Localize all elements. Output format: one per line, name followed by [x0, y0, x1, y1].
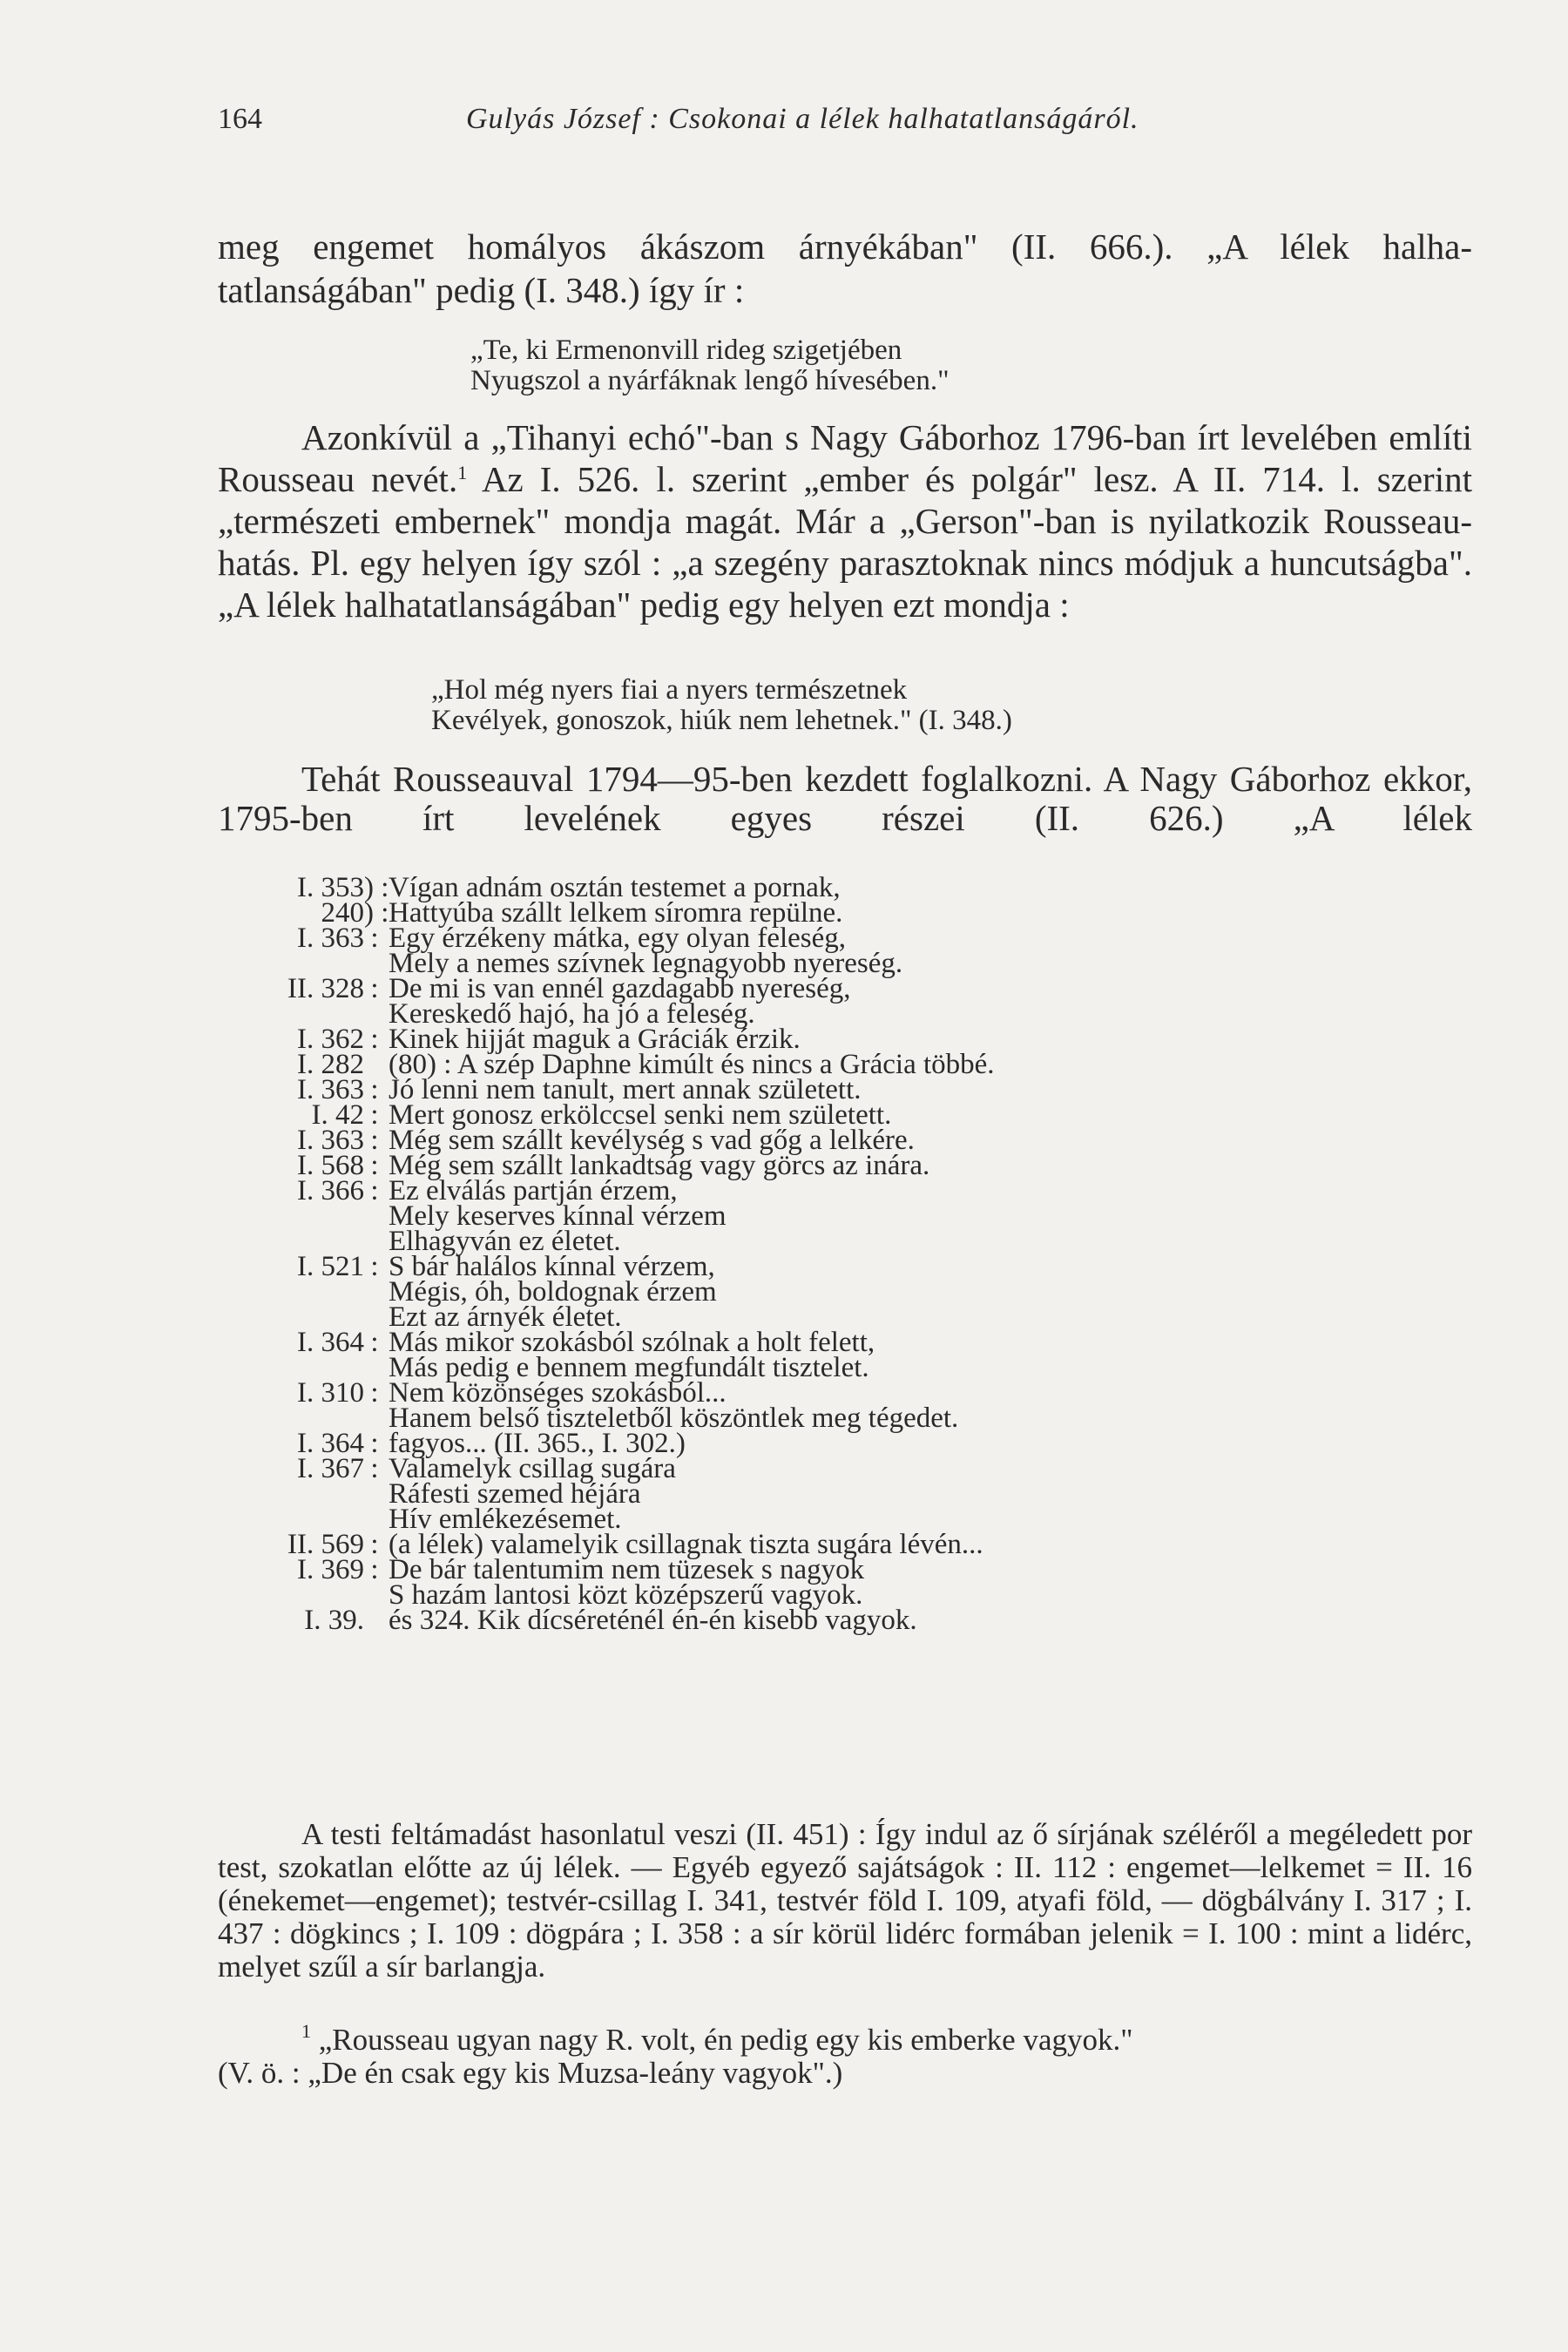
reference-separator — [364, 1280, 385, 1305]
reference-code: I. 568 — [297, 1150, 364, 1181]
reference-row — [226, 1251, 1272, 1282]
footnote-line-1-wrap — [218, 2020, 1472, 2057]
reference-row — [226, 1200, 1272, 1232]
reference-text: S bár halálos kínnal vérzem, — [389, 1251, 715, 1282]
reference-code — [226, 1482, 364, 1507]
rousseau-paragraph-text-1: Azonkívül a „Tihanyi echó"-ban s Nagy Gáborhoz 1796-ban írt levelében említi Rousseau nevét. — [218, 417, 1472, 499]
reference-text: Más mikor szokásból szólnak a holt felett, — [389, 1327, 875, 1358]
reference-text: Még sem szállt lankadtság vagy görcs az inára. — [389, 1150, 930, 1181]
reference-text: De bár talentumim nem tüzesek s nagyok — [389, 1554, 865, 1585]
reference-separator: : — [370, 1074, 379, 1105]
reference-code — [226, 1204, 364, 1229]
rousseau-paragraph — [218, 416, 1472, 625]
reference-row — [226, 1402, 1272, 1434]
reference-text: Kereskedő hajó, ha jó a feleség. — [389, 998, 755, 1030]
reference-text: Mert gonosz erkölccsel senki nem született. — [389, 1099, 892, 1131]
reference-text: De mi is van ennél gazdagabb nyereség, — [389, 973, 851, 1004]
reference-separator — [364, 1482, 385, 1507]
reference-row — [226, 1226, 1272, 1257]
reference-separator: : — [370, 1453, 379, 1484]
reference-text: Ez elválás partján érzem, — [389, 1175, 678, 1206]
reference-row — [226, 1605, 1272, 1636]
reference-row — [226, 1276, 1272, 1308]
reference-separator: : — [370, 1175, 379, 1206]
reference-text: Egy érzékeny mátka, egy olyan feleség, — [389, 923, 847, 954]
footnote-mark: 1 — [301, 2020, 311, 2042]
reference-row — [226, 1478, 1272, 1510]
reference-separator: : — [370, 923, 379, 954]
reference-separator: : — [370, 1099, 379, 1131]
reference-code: II. 328 — [287, 973, 364, 1004]
reference-text: Vígan adnám osztán testemet a pornak, — [389, 872, 841, 903]
reference-text: Más pedig e bennem megfundált tisztelet. — [389, 1352, 869, 1383]
reference-code: I. 39. — [304, 1605, 364, 1636]
reference-code: I. 521 — [297, 1251, 364, 1282]
reference-text: Ráfesti szemed héjára — [389, 1478, 641, 1510]
running-title: Gulyás József : Csokonai a lélek halhatatlanságáról. — [466, 103, 1139, 135]
rousseau-paragraph-text-2: Az I. 526. l. szerint „ember és polgár" lesz. A II. 714. l. szerint „természeti embernek" mondja magát. Már a „Gerson"-ban is nyilatkozik Rousseau-hatás. Pl. egy helyen így szól : „a szegény parasztoknak nincs módjuk a huncutságba". „A lélek halhatatlanságában" pedig egy helyen ezt mondja : — [218, 459, 1472, 625]
intro-line-2: tatlanságában" pedig (I. 348.) így ír : — [218, 270, 745, 310]
page-header — [218, 103, 1437, 146]
letter-paragraph-text: Tehát Rousseauval 1794—95-ben kezdett foglalkozni. A Nagy Gáborhoz ekkor, 1795-ben írt levelének egyes részei (II. 626.) „A lélek — [218, 759, 1472, 838]
footnote-line-2: (V. ö. : „De én csak egy kis Muzsa-leány vagyok".) — [218, 2056, 843, 2090]
reference-text: Hattyúba szállt lelkem síromra repülne. — [389, 897, 843, 929]
reference-code: I. 364 — [297, 1327, 364, 1358]
reference-text: Mely a nemes szívnek legnagyobb nyereség. — [389, 948, 903, 979]
reference-separator — [364, 1583, 385, 1608]
quote-nyers — [431, 675, 1346, 736]
reference-row — [226, 1453, 1272, 1484]
reference-text: (80) : A szép Daphne kimúlt és nincs a Grácia többé. — [389, 1049, 995, 1080]
reference-separator — [364, 1608, 385, 1633]
reference-text: Hanem belső tiszteletből köszöntlek meg tégedet. — [389, 1402, 959, 1434]
reference-code: I. 282 — [297, 1049, 364, 1080]
reference-text: és 324. Kik dícséreténél én-én kisebb vagyok. — [389, 1605, 917, 1636]
reference-separator: : — [370, 1327, 379, 1358]
reference-text: fagyos... (II. 365., I. 302.) — [389, 1428, 686, 1459]
reference-code: I. 310 — [297, 1377, 364, 1409]
reference-text: (a lélek) valamelyik csillagnak tiszta sugára lévén... — [389, 1529, 983, 1560]
reference-row — [226, 1428, 1272, 1459]
intro-paragraph — [218, 225, 1472, 312]
reference-separator: : — [370, 1529, 379, 1560]
letter-paragraph — [218, 760, 1472, 838]
quote-nyers-line-2: Kevélyek, gonoszok, hiúk nem lehetnek." (I. 348.) — [431, 705, 1012, 736]
reference-text: S hazám lantosi közt középszerű vagyok. — [389, 1579, 863, 1611]
reference-separator: : — [370, 1377, 379, 1409]
reference-separator: : — [370, 973, 379, 1004]
quote-ermenonvill-line-1: „Te, ki Ermenonvill rideg szigetjében — [470, 335, 902, 366]
intro-line-1: meg engemet homályos ákászom árnyékában" (II. 666.). „A lélek halha- — [218, 226, 1472, 267]
reference-code: I. 367 — [297, 1453, 364, 1484]
reference-code: 240 — [321, 897, 364, 929]
reference-text: Kinek hijját maguk a Gráciák érzik. — [389, 1024, 801, 1055]
resurrection-paragraph — [218, 1818, 1472, 1984]
page-number: 164 — [218, 103, 262, 135]
quote-ermenonvill — [470, 335, 1342, 396]
reference-separator: : — [370, 1554, 379, 1585]
reference-text: Valamelyk csillag sugára — [389, 1453, 676, 1484]
footnote-reference: 1 — [457, 462, 468, 483]
footnote — [218, 2020, 1472, 2090]
reference-text: Elhagyván ez életet. — [389, 1226, 621, 1257]
footnote-line-1: „Rousseau ugyan nagy R. volt, én pedig egy kis emberke vagyok." — [311, 2023, 1133, 2057]
reference-text: Jó lenni nem tanult, mert annak született. — [389, 1074, 862, 1105]
reference-list — [226, 872, 1272, 1636]
reference-code — [226, 1280, 364, 1305]
reference-separator: : — [370, 1150, 379, 1181]
reference-code: I. 353 — [297, 872, 364, 903]
reference-row — [226, 1150, 1272, 1181]
reference-code: I. 362 — [297, 1024, 364, 1055]
reference-code: I. 42 — [311, 1099, 364, 1131]
reference-separator: : — [370, 1024, 379, 1055]
reference-text: Mely keserves kínnal vérzem — [389, 1200, 727, 1232]
reference-text: Nem közönséges szokásból... — [389, 1377, 727, 1409]
resurrection-paragraph-text: A testi feltámadást hasonlatul veszi (II. 451) : Így indul az ő sírjának széléről a megéledett por test, szokatlan előtte az új lélek. — Egyéb egyező sajátságok : II. 112 : engemet—lelkemet = II. 16 (énekemet—engemet); testvér-csillag I. 341, testvér föld I. 109, atyafi föld, — dögbálvány I. 317 ; I. 437 : dögkincs ; I. 109 : dögpára ; I. 358 : a sír körül lidérc formában jelenik = I. 100 : mint a lidérc, melyet szűl a sír barlangja. — [218, 1817, 1472, 1984]
reference-text: Még sem szállt kevélység s vad gőg a lelkére. — [389, 1125, 915, 1156]
quote-nyers-line-1: „Hol még nyers fiai a nyers természetnek — [431, 674, 908, 706]
reference-code: II. 569 — [287, 1529, 364, 1560]
reference-text: Mégis, óh, boldognak érzem — [389, 1276, 717, 1308]
reference-text: Ezt az árnyék életet. — [389, 1301, 622, 1333]
reference-separator — [364, 1204, 385, 1229]
reference-separator: : — [370, 1125, 379, 1156]
reference-text: Hív emlékezésemet. — [389, 1504, 622, 1535]
reference-separator: : — [370, 1428, 379, 1459]
reference-separator: : — [370, 1251, 379, 1282]
reference-code: I. 369 — [297, 1554, 364, 1585]
reference-code: I. 363 — [297, 923, 364, 954]
reference-separator: ) : — [364, 872, 389, 903]
quote-ermenonvill-line-2: Nyugszol a nyárfáknak lengő hívesében." — [470, 365, 950, 396]
reference-row — [226, 1175, 1272, 1206]
reference-code: I. 363 — [297, 1125, 364, 1156]
reference-row — [226, 1352, 1272, 1383]
reference-code: I. 364 — [297, 1428, 364, 1459]
reference-separator: ) : — [364, 897, 389, 929]
reference-code: I. 363 — [297, 1074, 364, 1105]
reference-code: I. 366 — [297, 1175, 364, 1206]
